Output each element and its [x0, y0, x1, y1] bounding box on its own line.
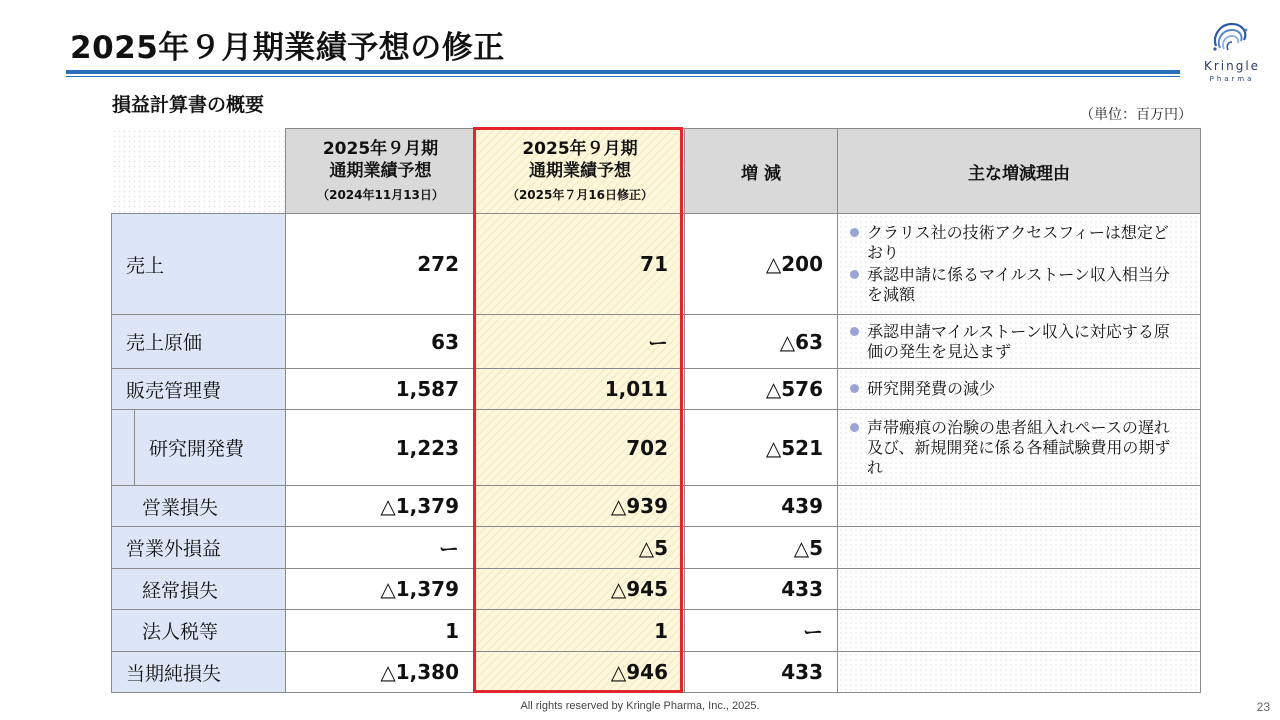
- change-value: △576: [685, 369, 838, 410]
- reason-cell: [838, 369, 1201, 410]
- copyright-footer: All rights reserved by Kringle Pharma, Inc., 2025.: [520, 700, 760, 712]
- table-row: [112, 527, 1201, 569]
- row-label: 販売管理費: [112, 369, 286, 410]
- revised-value: 71: [476, 214, 685, 315]
- revised-value: 1: [476, 610, 685, 652]
- header-change: 増 減: [685, 129, 838, 214]
- row-label: 売上: [112, 214, 286, 315]
- table-row: [112, 486, 1201, 527]
- revised-value: ー: [476, 315, 685, 369]
- table-row: [112, 369, 1201, 410]
- original-value: △1,379: [286, 486, 476, 527]
- change-value: 433: [685, 569, 838, 610]
- table-header-row: [112, 129, 1201, 214]
- original-value: 63: [286, 315, 476, 369]
- revised-value: 1,011: [476, 369, 685, 410]
- reason-cell: [838, 527, 1201, 569]
- reason-item: 声帯瘢痕の治験の患者組入れペースの遅れ及び、新規開発に係る各種試験費用の期ずれ: [850, 418, 1180, 478]
- company-logo: [1196, 16, 1268, 88]
- reason-cell: [838, 315, 1201, 369]
- reason-cell: [838, 410, 1201, 486]
- logo-wordmark: Kringle: [1203, 59, 1261, 73]
- table-row: [112, 569, 1201, 610]
- row-label: 法人税等: [112, 610, 286, 652]
- row-label: 売上原価: [112, 315, 286, 369]
- row-label-subitem: [112, 410, 286, 486]
- reason-cell: [838, 652, 1201, 693]
- logo-subtext: Pharma: [1209, 75, 1255, 83]
- change-value: △521: [685, 410, 838, 486]
- table-row: [112, 315, 1201, 369]
- bullet-dot-icon: [850, 228, 859, 237]
- change-value: △200: [685, 214, 838, 315]
- reason-cell: [838, 569, 1201, 610]
- reason-item: クラリス社の技術アクセスフィーは想定どおり: [850, 223, 1180, 263]
- original-value: △1,379: [286, 569, 476, 610]
- change-value: 433: [685, 652, 838, 693]
- bullet-dot-icon: [850, 327, 859, 336]
- revised-value: △945: [476, 569, 685, 610]
- header-blank-cell: [112, 129, 286, 214]
- table-row: [112, 610, 1201, 652]
- table-row: [112, 652, 1201, 693]
- original-value: 1,587: [286, 369, 476, 410]
- row-label: 経常損失: [112, 569, 286, 610]
- original-value: ー: [286, 527, 476, 569]
- original-value: 272: [286, 214, 476, 315]
- section-subtitle: 損益計算書の概要: [112, 94, 265, 116]
- row-label: 当期純損失: [112, 652, 286, 693]
- reason-cell: [838, 486, 1201, 527]
- reason-item: 承認申請マイルストーン収入に対応する原価の発生を見込まず: [850, 322, 1180, 362]
- reason-cell: [838, 214, 1201, 315]
- row-label: 営業損失: [112, 486, 286, 527]
- page-number: 23: [1256, 700, 1270, 714]
- row-label: 研究開発費: [134, 410, 244, 485]
- original-value: 1: [286, 610, 476, 652]
- income-statement-table: [111, 128, 1201, 693]
- header-original-forecast: 2025年９月期 通期業績予想 （2024年11月13日）: [286, 129, 476, 214]
- change-value: 439: [685, 486, 838, 527]
- unit-note: （単位：百万円）: [1080, 107, 1192, 123]
- logo-swirl-icon: [1208, 16, 1252, 56]
- bullet-dot-icon: [850, 270, 859, 279]
- bullet-dot-icon: [850, 423, 859, 432]
- title-rule-thick: [66, 70, 1180, 74]
- change-value: △5: [685, 527, 838, 569]
- original-value: 1,223: [286, 410, 476, 486]
- header-reason: 主な増減理由: [838, 129, 1201, 214]
- table-row: [112, 214, 1201, 315]
- row-label: 営業外損益: [112, 527, 286, 569]
- original-value: △1,380: [286, 652, 476, 693]
- change-value: △63: [685, 315, 838, 369]
- revised-value: △939: [476, 486, 685, 527]
- table-row: [112, 410, 1201, 486]
- bullet-dot-icon: [850, 384, 859, 393]
- slide-title: 2025年９月期業績予想の修正: [70, 30, 505, 66]
- header-revised-forecast: 2025年９月期 通期業績予想 （2025年７月16日修正）: [476, 129, 685, 214]
- reason-item: 承認申請に係るマイルストーン収入相当分を減額: [850, 265, 1180, 305]
- change-value: ー: [685, 610, 838, 652]
- revised-value: 702: [476, 410, 685, 486]
- revised-value: △946: [476, 652, 685, 693]
- reason-cell: [838, 610, 1201, 652]
- reason-item: 研究開発費の減少: [850, 379, 1180, 399]
- revised-value: △5: [476, 527, 685, 569]
- title-rule-thin: [66, 76, 1180, 77]
